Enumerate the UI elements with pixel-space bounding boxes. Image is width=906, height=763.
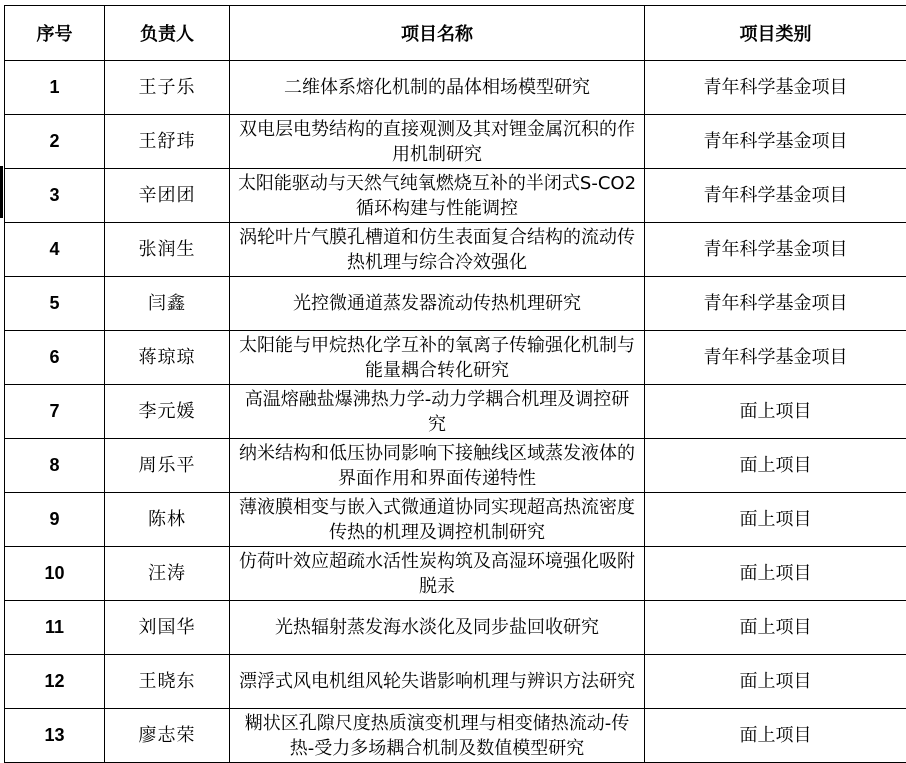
table-row [5, 331, 906, 385]
cell-no: 12 [5, 655, 105, 709]
table-row [5, 547, 906, 601]
cell-no: 13 [5, 709, 105, 763]
cell-title: 纳米结构和低压协同影响下接触线区域蒸发液体的界面作用和界面传递特性 [230, 439, 645, 493]
cell-title: 光热辐射蒸发海水淡化及同步盐回收研究 [230, 601, 645, 655]
cell-no: 2 [5, 115, 105, 169]
cell-title: 糊状区孔隙尺度热质演变机理与相变储热流动-传热-受力多场耦合机制及数值模型研究 [230, 709, 645, 763]
cell-category: 青年科学基金项目 [645, 277, 906, 331]
cell-leader: 李元媛 [105, 385, 230, 439]
cell-no: 4 [5, 223, 105, 277]
cell-category: 青年科学基金项目 [645, 169, 906, 223]
cell-leader: 王舒玮 [105, 115, 230, 169]
cell-leader: 闫鑫 [105, 277, 230, 331]
header-title: 项目名称 [230, 6, 645, 61]
cell-no: 9 [5, 493, 105, 547]
cell-category: 青年科学基金项目 [645, 61, 906, 115]
cell-title: 太阳能与甲烷热化学互补的氧离子传输强化机制与能量耦合转化研究 [230, 331, 645, 385]
cell-leader: 王晓东 [105, 655, 230, 709]
cell-category: 面上项目 [645, 385, 906, 439]
cell-no: 5 [5, 277, 105, 331]
cell-category: 面上项目 [645, 709, 906, 763]
header-row [5, 6, 906, 61]
table-row [5, 115, 906, 169]
cell-title: 仿荷叶效应超疏水活性炭构筑及高湿环境强化吸附脱汞 [230, 547, 645, 601]
table-row [5, 601, 906, 655]
cell-category: 青年科学基金项目 [645, 115, 906, 169]
table-row [5, 61, 906, 115]
table-row [5, 493, 906, 547]
table-row [5, 223, 906, 277]
cell-category: 青年科学基金项目 [645, 223, 906, 277]
table-row [5, 655, 906, 709]
cell-title: 光控微通道蒸发器流动传热机理研究 [230, 277, 645, 331]
cell-title: 涡轮叶片气膜孔槽道和仿生表面复合结构的流动传热机理与综合冷效强化 [230, 223, 645, 277]
cell-leader: 刘国华 [105, 601, 230, 655]
header-leader: 负责人 [105, 6, 230, 61]
cell-category: 青年科学基金项目 [645, 331, 906, 385]
table-row [5, 709, 906, 763]
cell-leader: 廖志荣 [105, 709, 230, 763]
cell-title: 漂浮式风电机组风轮失谐影响机理与辨识方法研究 [230, 655, 645, 709]
cell-title: 薄液膜相变与嵌入式微通道协同实现超高热流密度传热的机理及调控机制研究 [230, 493, 645, 547]
cell-title: 双电层电势结构的直接观测及其对锂金属沉积的作用机制研究 [230, 115, 645, 169]
table-row [5, 169, 906, 223]
cell-category: 面上项目 [645, 601, 906, 655]
cell-leader: 王子乐 [105, 61, 230, 115]
cell-no: 6 [5, 331, 105, 385]
cell-no: 1 [5, 61, 105, 115]
cell-leader: 辛团团 [105, 169, 230, 223]
header-category: 项目类别 [645, 6, 906, 61]
cell-leader: 张润生 [105, 223, 230, 277]
row-selection-marker [0, 166, 3, 218]
cell-leader: 周乐平 [105, 439, 230, 493]
cell-title: 二维体系熔化机制的晶体相场模型研究 [230, 61, 645, 115]
cell-category: 面上项目 [645, 493, 906, 547]
cell-title: 高温熔融盐爆沸热力学-动力学耦合机理及调控研究 [230, 385, 645, 439]
cell-no: 10 [5, 547, 105, 601]
table-row [5, 439, 906, 493]
cell-no: 7 [5, 385, 105, 439]
project-table [4, 5, 906, 763]
table-row [5, 277, 906, 331]
cell-leader: 蒋琼琼 [105, 331, 230, 385]
cell-leader: 陈林 [105, 493, 230, 547]
header-no: 序号 [5, 6, 105, 61]
cell-category: 面上项目 [645, 547, 906, 601]
cell-no: 3 [5, 169, 105, 223]
cell-category: 面上项目 [645, 655, 906, 709]
cell-leader: 汪涛 [105, 547, 230, 601]
cell-title: 太阳能驱动与天然气纯氧燃烧互补的半闭式S-CO2循环构建与性能调控 [230, 169, 645, 223]
cell-category: 面上项目 [645, 439, 906, 493]
table-row [5, 385, 906, 439]
cell-no: 8 [5, 439, 105, 493]
cell-no: 11 [5, 601, 105, 655]
